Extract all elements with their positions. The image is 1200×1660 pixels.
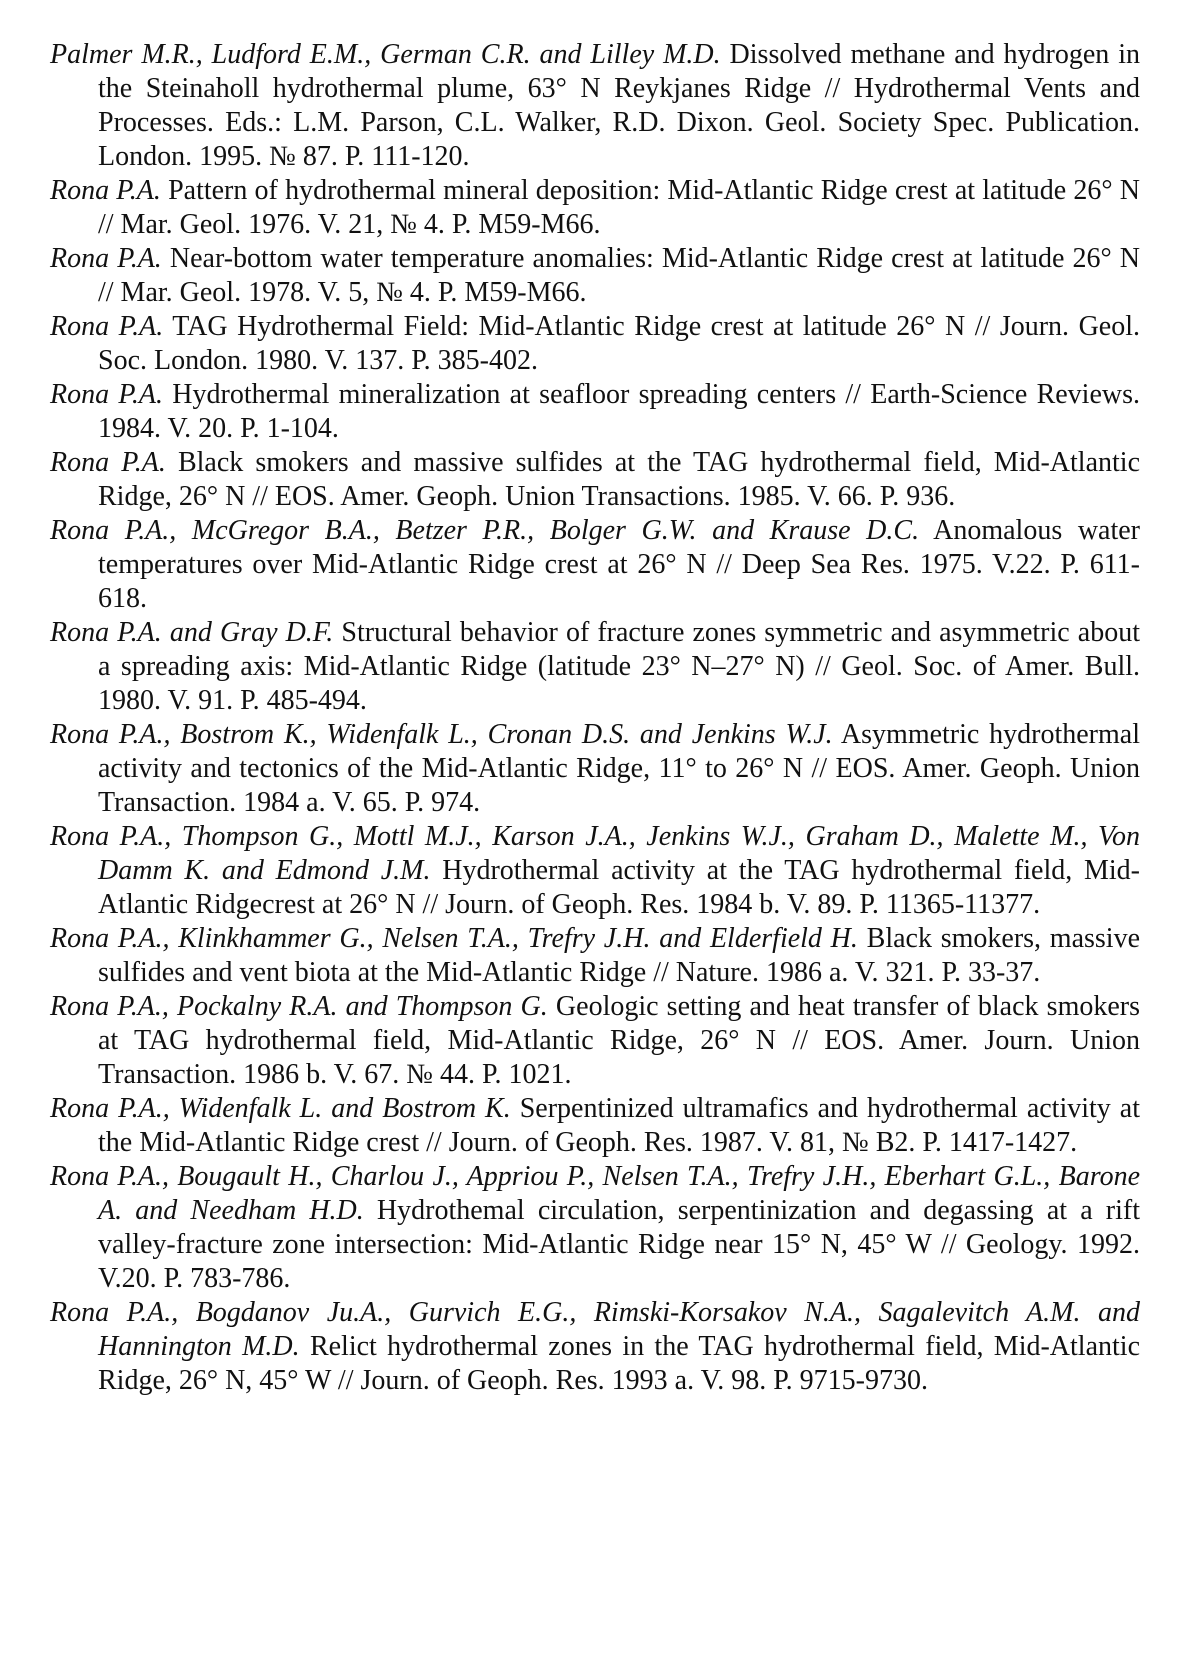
reference-authors: Rona P.A.: [50, 447, 166, 478]
reference-entry: [50, 990, 1140, 1092]
reference-text: Relict hydrothermal zones in the TAG hydrothermal field, Mid-Atlantic Ridge, 26° N, 45° W // Journ. of Geoph. Res. 1993 a. V. 98. P. 9715-9730.: [98, 1331, 1141, 1396]
reference-text: TAG Hydrothermal Field: Mid-Atlantic Ridge crest at latitude 26° N // Journ. Geol. Soc. London. 1980. V. 137. P. 385-402.: [98, 311, 1141, 376]
reference-entry: [50, 378, 1140, 446]
reference-authors: Rona P.A., Bougault H., Charlou J., Appriou P., Nelsen T.A., Trefry J.H., Eberhart G.L., Barone A. and Needham H.D.: [50, 1161, 1140, 1226]
reference-entry: [50, 242, 1140, 310]
reference-entry: [50, 1160, 1140, 1296]
reference-entry: [50, 310, 1140, 378]
reference-authors: Rona P.A., McGregor B.A., Betzer P.R., Bolger G.W. and Krause D.C.: [50, 515, 920, 546]
reference-entry: [50, 514, 1140, 616]
reference-entry: [50, 718, 1140, 820]
reference-text: Anomalous water temperatures over Mid-Atlantic Ridge crest at 26° N // Deep Sea Res. 1975. V.22. P. 611-618.: [98, 515, 1140, 614]
reference-text: Serpentinized ultramafics and hydrothermal activity at the Mid-Atlantic Ridge crest // Journ. of Geoph. Res. 1987. V. 81, № B2. P. 1417-1427.: [98, 1093, 1140, 1158]
reference-text: Pattern of hydrothermal mineral deposition: Mid-Atlantic Ridge crest at latitude 26° N // Mar. Geol. 1976. V. 21, № 4. P. M59-M66.: [98, 175, 1141, 240]
reference-text: Hydrothemal circulation, serpentinization and degassing at a rift valley-fracture zone intersection: Mid-Atlantic Ridge near 15° N, 45° W // Geology. 1992. V.20. P. 783-786.: [98, 1195, 1140, 1294]
reference-authors: Rona P.A. and Gray D.F.: [50, 617, 334, 648]
reference-entry: [50, 616, 1140, 718]
reference-text: Hydrothermal mineralization at seafloor spreading centers // Earth-Science Reviews. 1984. V. 20. P. 1-104.: [98, 379, 1140, 444]
reference-authors: Rona P.A., Klinkhammer G., Nelsen T.A., Trefry J.H. and Elderfield H.: [50, 923, 858, 954]
reference-authors: Rona P.A., Bostrom K., Widenfalk L., Cronan D.S. and Jenkins W.J.: [50, 719, 833, 750]
reference-entry: [50, 174, 1140, 242]
reference-entry: [50, 1092, 1140, 1160]
reference-entry: [50, 446, 1140, 514]
reference-text: Black smokers and massive sulfides at the TAG hydrothermal field, Mid-Atlantic Ridge, 26° N // EOS. Amer. Geoph. Union Transactions. 1985. V. 66. P. 936.: [98, 447, 1141, 512]
reference-authors: Rona P.A.: [50, 175, 161, 206]
reference-authors: Rona P.A.: [50, 379, 163, 410]
reference-entry: [50, 38, 1140, 174]
reference-authors: Rona P.A.: [50, 311, 164, 342]
reference-text: Asymmetric hydrothermal activity and tectonics of the Mid-Atlantic Ridge, 11° to 26° N // EOS. Amer. Geoph. Union Transaction. 1984 a. V. 65. P. 974.: [98, 719, 1140, 818]
reference-entry: [50, 1296, 1140, 1398]
reference-authors: Palmer M.R., Ludford E.M., German C.R. and Lilley M.D.: [50, 39, 721, 70]
reference-text: Hydrothermal activity at the TAG hydrothermal field, Mid- Atlantic Ridgecrest at 26° N // Journ. of Geoph. Res. 1984 b. V. 89. P. 11365-11377.: [98, 855, 1140, 920]
reference-authors: Rona P.A., Pockalny R.A. and Thompson G.: [50, 991, 548, 1022]
reference-text: Near-bottom water temperature anomalies: Mid-Atlantic Ridge crest at latitude 26° N // Mar. Geol. 1978. V. 5, № 4. P. M59-M66.: [98, 243, 1140, 308]
reference-authors: Rona P.A., Bogdanov Ju.A., Gurvich E.G., Rimski-Korsakov N.A., Sagalevitch A.M. and Hannington M.D.: [50, 1297, 1140, 1362]
reference-authors: Rona P.A., Thompson G., Mottl M.J., Karson J.A., Jenkins W.J., Graham D., Malette M., Von Damm K. and Edmond J.M.: [50, 821, 1140, 886]
reference-text: Geologic setting and heat transfer of black smokers at TAG hydrothermal field, Mid-Atlantic Ridge, 26° N // EOS. Amer. Journ. Union Transaction. 1986 b. V. 67. № 44. P. 1021.: [98, 991, 1140, 1090]
reference-entry: [50, 922, 1140, 990]
reference-entry: [50, 820, 1140, 922]
reference-list: [50, 38, 1140, 1398]
reference-authors: Rona P.A.: [50, 243, 162, 274]
reference-text: Black smokers, massive sulfides and vent biota at the Mid-Atlantic Ridge // Nature. 1986 a. V. 321. P. 33-37.: [98, 923, 1140, 988]
reference-text: Structural behavior of fracture zones symmetric and asymmetric about a spreading axis: Mid-Atlantic Ridge (latitude 23° N–27° N) // Geol. Soc. of Amer. Bull. 1980. V. 91. P. 485-494.: [98, 617, 1141, 716]
reference-text: Dissolved methane and hydrogen in the Steinaholl hydrothermal plume, 63° N Reykjanes Ridge // Hydrothermal Vents and Processes. Eds.: L.M. Parson, C.L. Walker, R.D. Dixon. Geol. Society Spec. Publication. London. 1995. № 87. P. 111-120.: [98, 39, 1140, 172]
reference-authors: Rona P.A., Widenfalk L. and Bostrom K.: [50, 1093, 511, 1124]
